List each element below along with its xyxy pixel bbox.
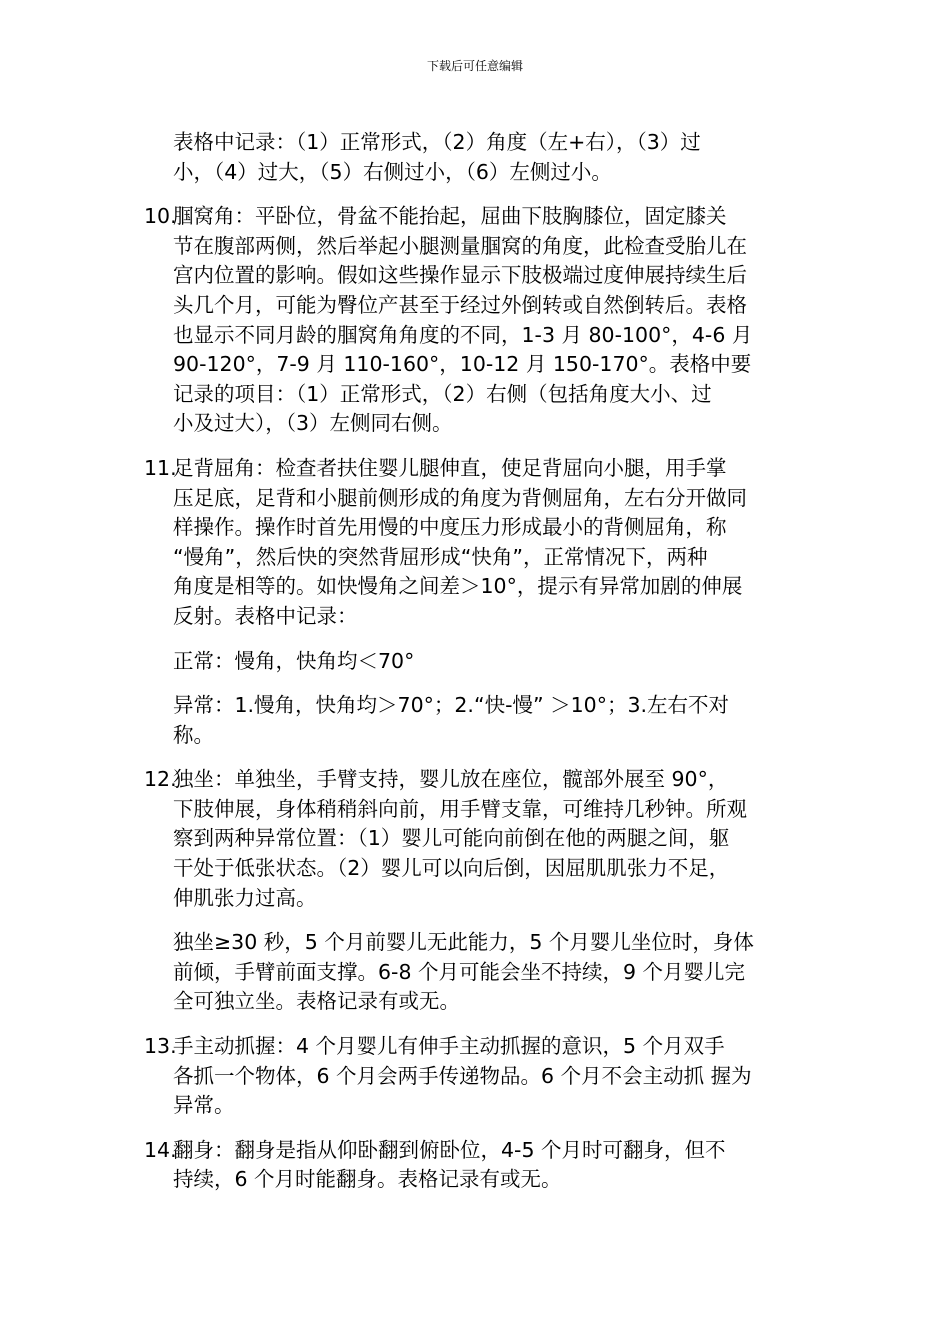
text-line: 腘窝角：平卧位，骨盆不能抬起，屈曲下肢胸膝位，固定膝关	[173, 204, 727, 229]
text-line: 持续，6 个月时能翻身。表格记录有或无。	[173, 1167, 562, 1192]
text-line: 小及过大），（3）左侧同右侧。	[173, 411, 453, 436]
text-line: 压足底，足背和小腿前侧形成的角度为背侧屈角，左右分开做同	[173, 485, 747, 510]
intro-paragraph	[0, 128, 950, 187]
text-line: 异常。	[173, 1093, 235, 1118]
text-line: 独坐：单独坐，手臂支持，婴儿放在座位，髋部外展至 90°，	[173, 767, 729, 792]
item-10	[0, 202, 950, 439]
text-line: 异常：1.慢角，快角均＞70°；2.“快-慢” ＞10°；3.左右不对	[173, 693, 730, 718]
item-number: 11.	[144, 455, 177, 480]
text-line: 下肢伸展，身体稍稍斜向前，用手臂支靠，可维持几秒钟。所观	[173, 796, 747, 821]
text-line: 也显示不同月龄的腘窝角角度的不同，1-3 月 80-100°，4-6 月	[173, 322, 753, 347]
text-line: 称。	[173, 722, 214, 747]
text-line: 90-120°，7-9 月 110-160°，10-12 月 150-170°。表格中要	[173, 352, 752, 377]
text-line: 干处于低张状态。（2）婴儿可以向后倒，因屈肌肌张力不足，	[173, 856, 730, 881]
text-line: 正常：慢角，快角均＜70°	[173, 648, 415, 673]
item-12-extra	[0, 928, 950, 1017]
text-line: 节在腹部两侧，然后举起小腿测量腘窝的角度，此检查受胎儿在	[173, 233, 747, 258]
text-line: 头几个月，可能为臀位产甚至于经过外倒转或自然倒转后。表格	[173, 292, 747, 317]
page-header: 下载后可任意编辑	[426, 59, 523, 73]
text-line: “慢角”，然后快的突然背屈形成“快角”，正常情况下，两种	[173, 544, 708, 569]
text-line: 小，（4）过大，（5）右侧过小，（6）左侧过小。	[173, 159, 612, 184]
text-line: 宫内位置的影响。假如这些操作显示下肢极端过度伸展持续生后	[173, 263, 747, 288]
item-14	[0, 1136, 950, 1195]
item-11-normal	[0, 647, 950, 677]
item-12	[0, 765, 950, 913]
text-line: 表格中记录：（1）正常形式，（2）角度（左+右），（3）过	[173, 130, 701, 154]
text-line: 角度是相等的。如快慢角之间差＞10°，提示有异常加剧的伸展	[173, 574, 743, 599]
text-line: 各抓一个物体，6 个月会两手传递物品。6 个月不会主动抓 握为	[173, 1063, 752, 1088]
text-line: 独坐≥30 秒，5 个月前婴儿无此能力，5 个月婴儿坐位时，身体	[173, 930, 754, 955]
text-line: 翻身：翻身是指从仰卧翻到俯卧位，4-5 个月时可翻身，但不	[173, 1137, 726, 1162]
item-13	[0, 1032, 950, 1121]
text-line: 样操作。操作时首先用慢的中度压力形成最小的背侧屈角，称	[173, 515, 727, 540]
item-number: 13.	[144, 1034, 177, 1059]
text-line: 记录的项目：（1）正常形式，（2）右侧（包括角度大小、过	[173, 381, 712, 406]
text-line: 反射。表格中记录：	[173, 603, 358, 628]
text-line: 足背屈角：检查者扶住婴儿腿伸直，使足背屈向小腿，用手掌	[173, 455, 727, 480]
item-number: 12.	[144, 767, 177, 792]
document-body	[0, 128, 950, 1210]
text-line: 手主动抓握：4 个月婴儿有伸手主动抓握的意识，5 个月双手	[173, 1034, 725, 1059]
text-line: 伸肌张力过高。	[173, 885, 317, 910]
item-number: 10.	[144, 204, 177, 229]
text-line: 前倾，手臂前面支撑。6-8 个月可能会坐不持续，9 个月婴儿完	[173, 959, 746, 984]
item-number: 14.	[144, 1137, 177, 1162]
text-line: 察到两种异常位置：（1）婴儿可能向前倒在他的两腿之间，躯	[173, 826, 730, 851]
item-11	[0, 454, 950, 632]
item-11-abnormal	[0, 691, 950, 750]
text-line: 全可独立坐。表格记录有或无。	[173, 989, 460, 1014]
